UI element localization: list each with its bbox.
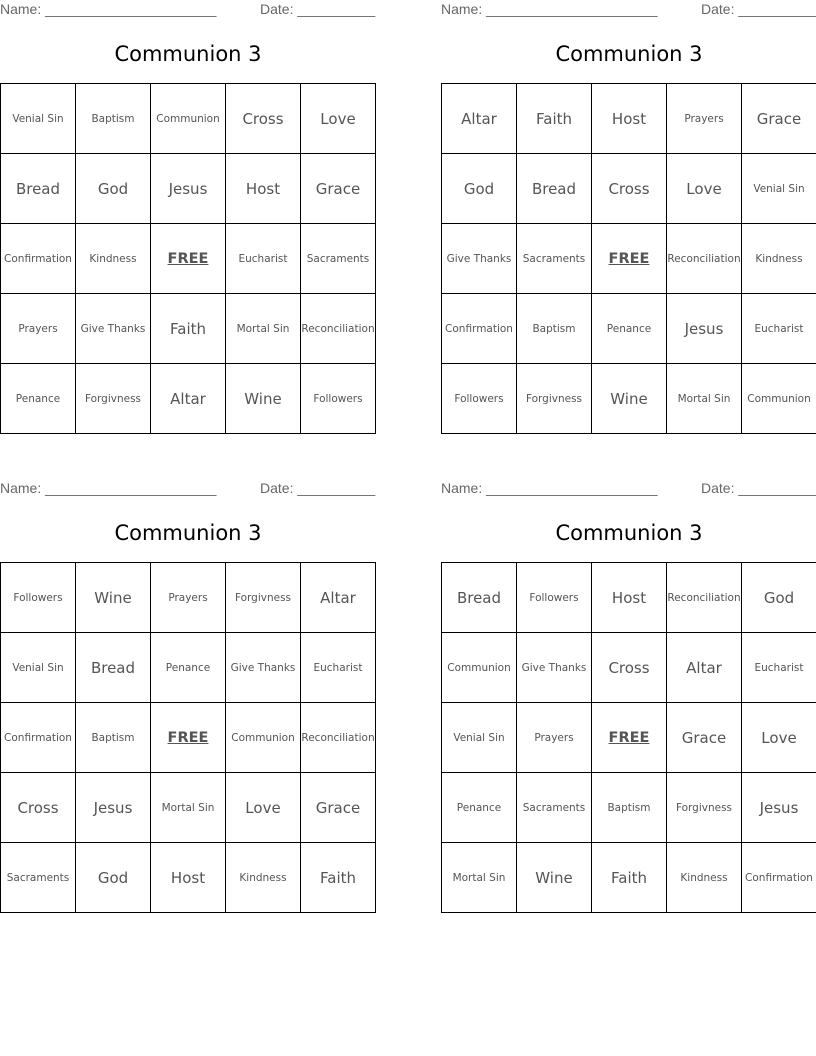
bingo-cell: Jesus (667, 294, 742, 364)
bingo-cell: Cross (592, 154, 667, 224)
bingo-cell: Forgivness (226, 563, 301, 633)
date-field-label: Date: __________ (701, 480, 816, 496)
card-title: Communion 3 (114, 521, 262, 545)
bingo-cell: God (76, 843, 151, 913)
bingo-cell: Confirmation (1, 703, 76, 773)
bingo-cell: Kindness (226, 843, 301, 913)
bingo-row (1, 773, 376, 843)
bingo-cell: Love (667, 154, 742, 224)
bingo-cell: Prayers (151, 563, 226, 633)
bingo-cell: Prayers (517, 703, 592, 773)
bingo-cell: Forgivness (517, 364, 592, 434)
bingo-row (1, 84, 376, 154)
bingo-row (442, 294, 816, 364)
bingo-cell: Jesus (76, 773, 151, 843)
bingo-cell: Eucharist (742, 633, 816, 703)
bingo-cell: Baptism (592, 773, 667, 843)
bingo-cell: Grace (301, 154, 376, 224)
bingo-cell: Venial Sin (742, 154, 816, 224)
bingo-cell: Bread (442, 563, 517, 633)
bingo-cell: Jesus (742, 773, 816, 843)
bingo-row (442, 703, 816, 773)
name-date-row (0, 1, 376, 19)
bingo-cell: Wine (226, 364, 301, 434)
bingo-cell: Jesus (151, 154, 226, 224)
bingo-cell: God (742, 563, 816, 633)
free-space: FREE (592, 224, 667, 294)
bingo-cell: Mortal Sin (226, 294, 301, 364)
bingo-cell: Venial Sin (1, 633, 76, 703)
bingo-cell: Host (151, 843, 226, 913)
bingo-cell: Wine (76, 563, 151, 633)
bingo-row (442, 633, 816, 703)
bingo-cell: Reconciliation (667, 563, 742, 633)
bingo-cell: Eucharist (301, 633, 376, 703)
bingo-cell: Eucharist (742, 294, 816, 364)
bingo-cell: Penance (442, 773, 517, 843)
bingo-cell: Altar (151, 364, 226, 434)
free-space: FREE (151, 703, 226, 773)
bingo-cell: Grace (667, 703, 742, 773)
bingo-grid (441, 562, 816, 913)
bingo-row (442, 843, 816, 913)
bingo-cell: Reconciliation (301, 294, 376, 364)
bingo-cell: Communion (151, 84, 226, 154)
card-title: Communion 3 (555, 42, 703, 66)
free-space: FREE (151, 224, 226, 294)
name-field-label: Name: ______________________ (0, 1, 217, 17)
bingo-cell: Confirmation (742, 843, 816, 913)
bingo-cell: Communion (442, 633, 517, 703)
date-field-label: Date: __________ (260, 480, 376, 496)
bingo-row (442, 84, 816, 154)
bingo-row (1, 843, 376, 913)
name-date-row (441, 480, 816, 498)
bingo-cell: Sacraments (301, 224, 376, 294)
bingo-cell: Followers (301, 364, 376, 434)
bingo-cell: Give Thanks (226, 633, 301, 703)
bingo-row (1, 633, 376, 703)
bingo-row (442, 224, 816, 294)
bingo-cell: Confirmation (1, 224, 76, 294)
bingo-cell: Bread (1, 154, 76, 224)
bingo-cell: Bread (76, 633, 151, 703)
date-field-label: Date: __________ (260, 1, 376, 17)
bingo-row (1, 703, 376, 773)
bingo-cell: Altar (301, 563, 376, 633)
bingo-cell: Give Thanks (76, 294, 151, 364)
bingo-cell: Give Thanks (442, 224, 517, 294)
name-date-row (0, 480, 376, 498)
bingo-cell: Forgivness (667, 773, 742, 843)
card-title: Communion 3 (555, 521, 703, 545)
bingo-cell: God (442, 154, 517, 224)
bingo-cell: Faith (517, 84, 592, 154)
name-field-label: Name: ______________________ (0, 480, 217, 496)
bingo-cell: Venial Sin (1, 84, 76, 154)
bingo-cell: Host (592, 84, 667, 154)
bingo-grid (0, 83, 376, 434)
bingo-cell: Baptism (76, 703, 151, 773)
bingo-cell: Mortal Sin (151, 773, 226, 843)
bingo-card (441, 0, 816, 436)
bingo-cell: Altar (442, 84, 517, 154)
bingo-card (0, 479, 376, 915)
bingo-grid (0, 562, 376, 913)
bingo-cell: Followers (517, 563, 592, 633)
bingo-cell: Love (226, 773, 301, 843)
bingo-cell: Reconciliation (301, 703, 376, 773)
bingo-cell: Cross (226, 84, 301, 154)
bingo-card (441, 479, 816, 915)
bingo-grid (441, 83, 816, 434)
bingo-cell: Cross (1, 773, 76, 843)
bingo-cell: Sacraments (517, 224, 592, 294)
bingo-cell: Wine (517, 843, 592, 913)
bingo-cell: Penance (1, 364, 76, 434)
bingo-cell: Baptism (76, 84, 151, 154)
bingo-row (1, 154, 376, 224)
bingo-cell: Sacraments (1, 843, 76, 913)
bingo-cell: Faith (151, 294, 226, 364)
bingo-cell: Reconciliation (667, 224, 742, 294)
bingo-cell: Love (301, 84, 376, 154)
bingo-card (0, 0, 376, 436)
bingo-cell: Altar (667, 633, 742, 703)
bingo-cell: Eucharist (226, 224, 301, 294)
bingo-cell: Host (592, 563, 667, 633)
bingo-cell: Bread (517, 154, 592, 224)
bingo-cell: Grace (301, 773, 376, 843)
bingo-cell: Penance (592, 294, 667, 364)
name-field-label: Name: ______________________ (441, 1, 658, 17)
bingo-cell: Faith (592, 843, 667, 913)
date-field-label: Date: __________ (701, 1, 816, 17)
bingo-cell: Host (226, 154, 301, 224)
bingo-cell: Kindness (667, 843, 742, 913)
bingo-cell: Communion (226, 703, 301, 773)
bingo-cell: Penance (151, 633, 226, 703)
card-title: Communion 3 (114, 42, 262, 66)
bingo-cell: Grace (742, 84, 816, 154)
bingo-cell: Mortal Sin (667, 364, 742, 434)
bingo-cell: Baptism (517, 294, 592, 364)
bingo-row (442, 563, 816, 633)
bingo-cell: Sacraments (517, 773, 592, 843)
bingo-cell: Kindness (742, 224, 816, 294)
bingo-cell: Prayers (1, 294, 76, 364)
bingo-cell: God (76, 154, 151, 224)
name-date-row (441, 1, 816, 19)
bingo-cell: Faith (301, 843, 376, 913)
bingo-cell: Cross (592, 633, 667, 703)
bingo-cell: Venial Sin (442, 703, 517, 773)
bingo-row (1, 563, 376, 633)
bingo-cell: Prayers (667, 84, 742, 154)
free-space: FREE (592, 703, 667, 773)
bingo-cell: Followers (442, 364, 517, 434)
bingo-row (442, 773, 816, 843)
bingo-row (1, 294, 376, 364)
bingo-cell: Followers (1, 563, 76, 633)
bingo-row (1, 224, 376, 294)
bingo-cell: Forgivness (76, 364, 151, 434)
bingo-cell: Love (742, 703, 816, 773)
name-field-label: Name: ______________________ (441, 480, 658, 496)
bingo-cell: Mortal Sin (442, 843, 517, 913)
bingo-cell: Give Thanks (517, 633, 592, 703)
bingo-cell: Confirmation (442, 294, 517, 364)
bingo-cell: Communion (742, 364, 816, 434)
bingo-row (442, 364, 816, 434)
bingo-row (1, 364, 376, 434)
bingo-cell: Kindness (76, 224, 151, 294)
bingo-cell: Wine (592, 364, 667, 434)
bingo-row (442, 154, 816, 224)
